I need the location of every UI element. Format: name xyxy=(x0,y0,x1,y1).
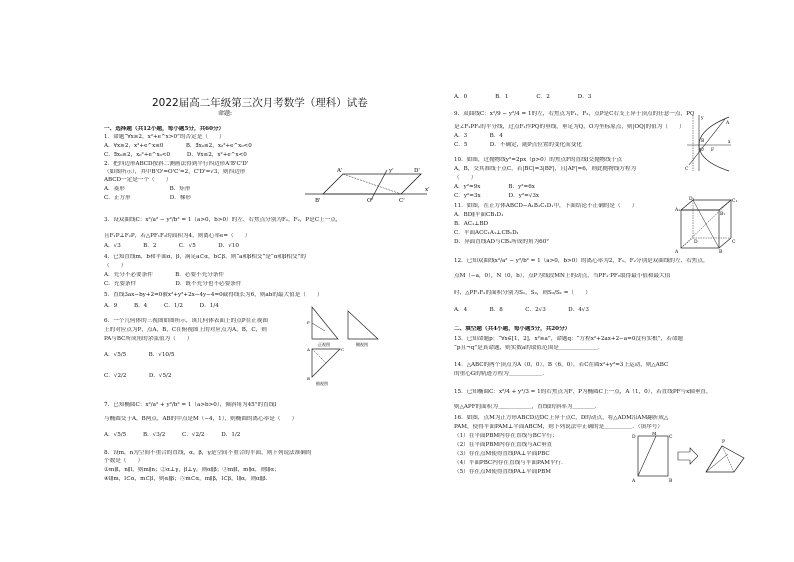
q16-label-c: C xyxy=(669,435,673,440)
q16-item-4: （4）平面PBC内存在直线与平面PAM平行． xyxy=(454,460,567,466)
q6-label-a: A xyxy=(307,347,310,352)
q11-option-a: A．BD∥平面CB₁D₁ xyxy=(454,212,504,218)
q16-label-d: D xyxy=(632,435,636,440)
q11-label-d: D xyxy=(694,240,698,245)
q6-label-b: B xyxy=(307,376,310,381)
q2-label-a: A' xyxy=(337,168,343,174)
q10-label-b: B xyxy=(701,139,705,144)
q2-label-x: x' xyxy=(425,187,430,193)
q8-statements-1: ①m∥l，n∥l，则m∥n；②α⊥γ，β⊥γ，则α∥β；③m∥l，m∥α，则l∥α； xyxy=(104,467,280,473)
q16-label-m: M xyxy=(652,432,657,437)
q6-label-side: 侧视图 xyxy=(356,342,368,347)
q14-stem-1: 14．△ABC的两个顶点为A（0，0），B（6，0），若C在圆x²+y²=3上运动，则△ABC xyxy=(454,362,669,368)
q10-stem-1: 10．如图，过抛物线y²=2px（p>0）的焦点F的直线l交抛物线于点 xyxy=(454,157,623,163)
q16-item-3: （3）存在点M使得直线PA⊥平面PBC xyxy=(454,451,550,457)
q6-options-cd: C．√2/2 D．√5/2 xyxy=(104,373,172,379)
q11-label-c1: C₁ xyxy=(732,199,737,204)
q5-stem: 5．直线3ax−by+2=0被x²+y²+2x−4y−4=0截得线长为6，则ab的最大值是（ ） xyxy=(104,292,323,298)
q11-option-c: C．平面ACC₁A₁⊥CB₁D₁ xyxy=(454,230,519,236)
q10-label-y: y xyxy=(701,116,704,121)
q12-stem-2: 点M（−a，0），N（0，b），点P为线段MN上的动点，当PF₁·PF₂取得最小值和最大值 xyxy=(454,273,671,279)
q6-options-ab: A．√5/5 B．√10/5 xyxy=(104,352,175,358)
q11-label-b: B xyxy=(719,250,723,254)
q10-label-o: O xyxy=(700,148,704,153)
q10-options-ab: A．y²=9x B．y²=6x xyxy=(454,184,535,190)
q11-label-b1: B₁ xyxy=(720,212,726,217)
q2-stem-1: 2．把四边形ABCD按斜二测画法得到平行四边形A'B'C'D' xyxy=(104,161,249,167)
q4-options-ab: A．充分不必要条件 B．必要不充分条件 xyxy=(104,272,225,278)
q6-label-front: 正视图 xyxy=(318,342,330,347)
q10-label-a: A xyxy=(726,121,730,126)
q11-stem: 11．如图，在正方体ABCD−A₁B₁C₁D₁中，下面结论不正确的是（ ） xyxy=(454,203,638,209)
q2-label-b: B' xyxy=(315,198,321,204)
q11-label-a: A xyxy=(675,250,679,254)
q10-parabola-figure xyxy=(685,113,733,173)
q8-statements-2: ④l∥m，l⊂α，m⊂β，则α∥β；⑤m⊂α，m∥β，l⊂β，l∥α，则α∥β． xyxy=(104,476,272,482)
q4-stem-2: （ ） xyxy=(104,263,127,269)
q16-item-2: （2）在平面PBM内存在直线与AC垂直 xyxy=(454,442,553,448)
q2-label-o: O' xyxy=(367,198,374,204)
q14-stem-2: 的重心G的轨迹方程为＿＿＿＿＿＿． xyxy=(454,371,548,377)
q9-options-cd: C．5 D．不确定，随P点位置的变化而变化 xyxy=(454,142,582,148)
q13-stem-1: 13．已知命题p：“∀x∈[1，2]，x²≥a”，命题q：“方程x²+2ax+2−a=0没有实根”，若命题 xyxy=(454,336,684,342)
q3-options: A．√3 B．2 C．√5 D．√10 xyxy=(104,243,239,249)
q7-stem-2: 与椭圆交于A，B两点，AB的中点是M（−4，1），则椭圆的离心率是（ ） xyxy=(104,416,298,422)
q10-stem-3: （ ） xyxy=(454,175,477,181)
q8-stem-1: 8．设m，n为空间不重合的直线，α，β，γ是空间不重合的平面，则下列说法准确的 xyxy=(104,450,312,456)
q2-stem-3: ABCD一定是一个（ ） xyxy=(104,177,172,183)
q6-three-views-figure xyxy=(306,305,386,390)
q16-label-b: B xyxy=(669,479,673,484)
q15-stem-2: 则△APF的面积为＿＿＿＿＿＿，直线l的斜率为＿＿＿＿． xyxy=(454,404,601,410)
proposer-label: 命题: xyxy=(218,110,233,117)
q15-stem-1: 15．已知椭圆C：x²/4 + y²/3 = 1的右焦点为F，P为椭圆C上一点，A（1，0），若直线PF与x轴垂直， xyxy=(454,389,712,395)
q11-cube-figure xyxy=(675,196,737,254)
section-fill-heading: 二、填空题（共4小题，每小题5分，共20分） xyxy=(454,326,571,332)
q2-stem-2: （如图所示），其中B'O'=O'C'=2，C'D'=√3，则四边形 xyxy=(104,169,246,175)
q7-options: A．√5/5 B．√3/2 C．√2/2 D．1/2 xyxy=(104,432,241,438)
q1-options-ab: A．∀x≥2，x²+e^x≤0 B．∃x₀≤2，x₀²+e^x₀<0 xyxy=(104,143,252,149)
q16-stem-2: PAM，使得平面PAM⊥平面ABCM，则下列说法中正确的是＿＿＿＿＿．（填序号） xyxy=(454,424,663,430)
q1-stem: 1．命题“∀x≥2，x²+e^x>0”的否定是（ ） xyxy=(104,134,225,140)
q16-label-p: P xyxy=(722,440,726,445)
q6-label-c: C xyxy=(341,347,345,352)
q12-stem-1: 12．已知双曲线x²/a² − y²/b² = 1（a>0，b>0）的离心率为2，F₁，F₂分别是双曲线的左、右焦点， xyxy=(454,258,709,264)
q2-options-cd: C．正方形 D．梯形 xyxy=(104,195,192,201)
q10-label-f: F xyxy=(711,148,715,153)
q10-label-c: C xyxy=(685,167,689,172)
q12-stem-3: 时，△PF₁F₂的面积分别为S₁，S₂，则S₂/S₁ =（ ） xyxy=(454,290,591,296)
q9-stem-1: 9．双曲线C：x²/9 − y²/4 = 1的左，右焦点为F₁，F₂，点P是C右支上异于顶点的任意一点，PQ xyxy=(454,111,695,117)
q6-stem-2: 上的对应点为P，点A，B，C在俯视图上的对应点为A，B，C，则 xyxy=(104,327,267,333)
q7-stem-1: 7．已知椭圆C：x²/a² + y²/b² = 1（a>b>0），倾斜角为45°的直线l xyxy=(104,402,277,408)
q10-options-cd: C．y²=3x D．y²=√3x xyxy=(454,193,540,199)
q11-option-b: B．AC₁⊥BD xyxy=(454,221,489,227)
q4-options-cd: C．充要条件 D．既不充分也不必要条件 xyxy=(104,281,242,287)
q12-options: A．4 B．8 C．2√3 D．4√3 xyxy=(454,307,589,313)
q9-options-ab: A．3 B．4 xyxy=(454,133,503,139)
q16-label-a: A xyxy=(632,479,636,484)
q16-stem-1: 16．如图，点M为正方形ABCD边DC上异于点C，D的动点，将△ADM沿AM翻折成△ xyxy=(454,415,669,421)
q16-item-1: （1）在平面PBM内存在直线与BC平行； xyxy=(454,433,558,439)
q11-label-a1: A₁ xyxy=(675,208,681,213)
q6-label-p: P xyxy=(307,320,310,325)
q11-label-d1: D₁ xyxy=(689,197,695,202)
q2-label-y: y' xyxy=(389,168,394,174)
q10-stem-2: A，B，交其准线于点C，若|BC|=3|BF|，且|AF|=6，则此抛物线方程为 xyxy=(454,166,637,172)
q5-options: A．9 B．4 C．1/2 D．1/4 xyxy=(104,303,219,309)
section-choice-heading: 一、选择题（共12小题，每小题5分，共60分） xyxy=(104,126,225,132)
q6-stem-3: PA与BC所成角的余弦值为（ ） xyxy=(104,336,193,342)
q10-label-x: x xyxy=(728,140,731,145)
q1-options-cd: C．∃x₀≥2，x₀²+e^x₀<0 D．∀x≤2，x²+e^x<0 xyxy=(104,152,247,158)
q11-label-c: C xyxy=(732,240,736,245)
q8-stem-2: 个数是（ ） xyxy=(104,458,144,464)
q2-label-d: D' xyxy=(414,168,420,174)
q3-stem-1: 3．设双曲线C：x²/a² − y²/b² = 1（a>0，b>0）的左、右焦点分别为F₁，F₂，P是C上一点， xyxy=(104,217,342,223)
q13-stem-2: “p且¬q”是真命题，则实数a的取值范围是＿＿＿＿＿＿＿． xyxy=(454,345,604,351)
q6-stem-1: 6．一个几何体的三视图如图所示，该几何体表面上的点P在正视图 xyxy=(104,318,268,324)
q6-label-top: 俯视图 xyxy=(316,381,328,386)
q2-label-c: C' xyxy=(399,198,405,204)
q16-item-5: （5）存在点M使得直线PA⊥平面PBM xyxy=(454,469,551,475)
q9-stem-2: 是∠F₁PF₂的平分线，过点F₁作PQ的垂线，垂足为Q，O为坐标原点，则|OQ|的值为（ ） xyxy=(454,124,685,130)
q2-options-ab: A．菱形 B．矩形 xyxy=(104,186,191,192)
q3-stem-2: 且F₁P⊥F₂P，若△PF₁F₂的面积为4，则离心率e=（ ） xyxy=(104,233,251,239)
q11-option-d: D．异面直线AD与CB₁所成的角为60° xyxy=(454,239,550,245)
exam-title: 2022届高二年级第三次月考数学（理科）试卷 xyxy=(152,97,368,109)
q16-folding-figure xyxy=(630,432,750,484)
q2-figure xyxy=(301,166,433,204)
q8-options: A．0 B．1 C．2 D．3 xyxy=(454,94,592,100)
q4-stem-1: 4．已知直线m，b和平面α，β，满足a⊂α，b⊂β，则“a和β相交”是“α和β相交”的 xyxy=(104,254,307,260)
